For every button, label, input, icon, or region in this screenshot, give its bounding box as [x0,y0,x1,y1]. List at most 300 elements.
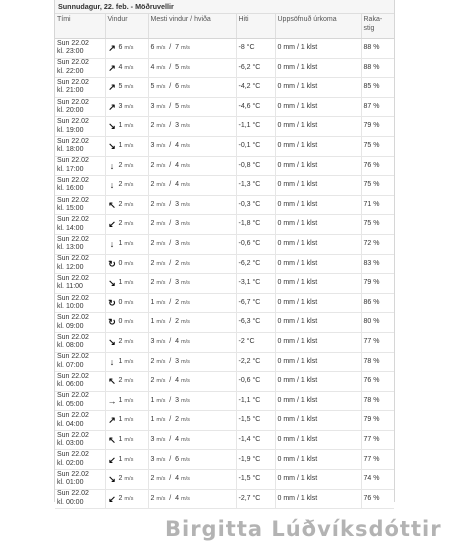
precip-cell: 0 mm / 1 klst [275,450,361,470]
max-wind-cell: 2 m/s / 4 m/s [148,489,236,509]
table-row [55,391,394,411]
max-wind-unit: m/s [156,45,166,52]
wind-cell [105,117,148,137]
gust-unit: m/s [180,280,190,287]
time-cell [55,293,105,313]
date-text: Sun 22.02 [57,78,89,86]
wind-direction-arrow-icon: ↻ [108,258,116,269]
humidity-cell: 76 % [361,372,394,392]
time-cell [55,215,105,235]
hour-text: kl. 21:00 [57,87,84,95]
wind-direction-arrow-icon: ↻ [108,297,116,308]
table-row [55,293,394,313]
gust-unit: m/s [180,182,190,189]
table-header-row [55,14,394,39]
gust-unit: m/s [180,495,190,502]
wind-speed: 2 [118,475,123,483]
gust-unit: m/s [180,358,190,365]
time-cell [55,195,105,215]
time-cell [55,313,105,333]
max-wind-cell: 2 m/s / 2 m/s [148,254,236,274]
weather-table [55,14,394,509]
wind-unit: m/s [124,436,134,443]
wind-cell [105,391,148,411]
max-wind-speed: 3 [150,337,155,345]
precip-cell: 0 mm / 1 klst [275,195,361,215]
gust-speed: 3 [175,200,180,208]
wind-cell [105,254,148,274]
precip-cell: 0 mm / 1 klst [275,39,361,59]
date-text: Sun 22.02 [57,137,89,145]
wind-cell [105,136,148,156]
hour-text: kl. 17:00 [57,165,84,173]
table-row [55,411,394,431]
humidity-cell: 71 % [361,195,394,215]
wind-cell [105,313,148,333]
max-wind-speed: 3 [150,455,155,463]
max-wind-cell: 4 m/s / 5 m/s [148,58,236,78]
wind-direction-arrow-icon: → [107,395,117,406]
humidity-cell: 78 % [361,352,394,372]
gust-speed: 5 [175,63,180,71]
gust-unit: m/s [180,221,190,228]
max-wind-speed: 2 [150,122,155,130]
date-text: Sun 22.02 [57,314,89,322]
max-wind-unit: m/s [156,143,166,150]
gust-speed: 3 [175,396,180,404]
max-wind-cell: 5 m/s / 6 m/s [148,78,236,98]
wind-cell [105,215,148,235]
hour-text: kl. 03:00 [57,440,84,448]
gust-unit: m/s [180,299,190,306]
precip-cell: 0 mm / 1 klst [275,372,361,392]
date-text: Sun 22.02 [57,59,89,67]
wind-unit: m/s [124,417,134,424]
max-wind-speed: 4 [150,63,155,71]
wind-direction-arrow-icon: ↘ [108,278,116,289]
humidity-cell: 79 % [361,411,394,431]
temp-cell: -3,1 °C [236,274,275,294]
table-row [55,156,394,176]
hour-text: kl. 02:00 [57,459,84,467]
gust-speed: 2 [175,416,180,424]
wind-unit: m/s [124,84,134,91]
max-wind-unit: m/s [156,397,166,404]
max-wind-unit: m/s [156,319,166,326]
wind-direction-arrow-icon: ↘ [108,474,116,485]
wind-speed: 4 [118,63,123,71]
hour-text: kl. 06:00 [57,381,84,389]
max-wind-cell: 1 m/s / 2 m/s [148,293,236,313]
temp-cell: -4,6 °C [236,97,275,117]
max-wind-unit: m/s [156,84,166,91]
wind-direction-arrow-icon: ↗ [108,43,116,54]
gust-speed: 3 [175,239,180,247]
max-wind-unit: m/s [156,162,166,169]
gust-unit: m/s [180,123,190,130]
wind-cell [105,39,148,59]
time-cell [55,117,105,137]
wind-speed: 6 [118,44,123,52]
max-wind-speed: 6 [150,44,155,52]
precip-cell: 0 mm / 1 klst [275,332,361,352]
wind-unit: m/s [124,495,134,502]
table-row [55,274,394,294]
max-wind-unit: m/s [156,436,166,443]
max-wind-speed: 1 [150,298,155,306]
date-text: Sun 22.02 [57,274,89,282]
temp-cell: -0,6 °C [236,234,275,254]
time-cell [55,78,105,98]
max-wind-cell: 3 m/s / 4 m/s [148,136,236,156]
date-text: Sun 22.02 [57,216,89,224]
temp-cell: -1,1 °C [236,391,275,411]
hour-text: kl. 18:00 [57,146,84,154]
wind-speed: 0 [118,318,123,326]
max-wind-cell: 2 m/s / 4 m/s [148,156,236,176]
precip-cell: 0 mm / 1 klst [275,313,361,333]
time-cell [55,176,105,196]
date-text: Sun 22.02 [57,98,89,106]
max-wind-cell: 3 m/s / 4 m/s [148,332,236,352]
wind-unit: m/s [124,260,134,267]
wind-speed: 5 [118,83,123,91]
humidity-cell: 75 % [361,215,394,235]
wind-direction-arrow-icon: ↗ [108,62,116,73]
temp-cell: -6,7 °C [236,293,275,313]
hour-text: kl. 08:00 [57,342,84,350]
wind-direction-arrow-icon: ↓ [109,160,115,171]
gust-speed: 7 [175,44,180,52]
gust-speed: 3 [175,122,180,130]
wind-unit: m/s [124,123,134,130]
date-text: Sun 22.02 [57,392,89,400]
wind-direction-arrow-icon: ↗ [108,101,116,112]
max-wind-speed: 2 [150,181,155,189]
max-wind-speed: 2 [150,161,155,169]
date-text: Sun 22.02 [57,451,89,459]
wind-cell [105,274,148,294]
gust-speed: 4 [175,377,180,385]
time-cell [55,332,105,352]
humidity-cell: 88 % [361,58,394,78]
temp-cell: -1,5 °C [236,470,275,490]
precip-cell: 0 mm / 1 klst [275,136,361,156]
wind-cell [105,352,148,372]
max-wind-unit: m/s [156,182,166,189]
wind-direction-arrow-icon: ↘ [108,141,116,152]
table-row [55,136,394,156]
wind-direction-arrow-icon: ↻ [108,317,116,328]
time-cell [55,352,105,372]
gust-unit: m/s [180,476,190,483]
max-wind-speed: 2 [150,279,155,287]
wind-direction-arrow-icon: ↖ [108,434,116,445]
gust-speed: 5 [175,102,180,110]
max-wind-cell: 2 m/s / 3 m/s [148,215,236,235]
gust-unit: m/s [180,162,190,169]
humidity-cell: 83 % [361,254,394,274]
wind-unit: m/s [124,456,134,463]
table-row [55,430,394,450]
hour-text: kl. 12:00 [57,263,84,271]
table-row [55,97,394,117]
temp-cell: -8 °C [236,39,275,59]
gust-speed: 4 [175,181,180,189]
gust-speed: 3 [175,357,180,365]
humidity-cell: 74 % [361,470,394,490]
col-header-humidity: Raka- stig [361,14,394,39]
wind-cell [105,489,148,509]
gust-unit: m/s [180,436,190,443]
gust-speed: 4 [175,494,180,502]
wind-cell [105,332,148,352]
date-text: Sun 22.02 [57,372,89,380]
wind-speed: 2 [118,161,123,169]
table-row [55,195,394,215]
temp-cell: -1,1 °C [236,117,275,137]
date-text: Sun 22.02 [57,157,89,165]
wind-unit: m/s [124,476,134,483]
col-header-wind: Vindur [105,14,148,39]
date-text: Sun 22.02 [57,490,89,498]
time-cell [55,450,105,470]
max-wind-cell: 2 m/s / 3 m/s [148,274,236,294]
time-cell [55,39,105,59]
precip-cell: 0 mm / 1 klst [275,117,361,137]
gust-unit: m/s [180,260,190,267]
wind-speed: 2 [118,337,123,345]
weather-panel [54,0,395,506]
wind-speed: 2 [118,220,123,228]
wind-direction-arrow-icon: ↗ [108,415,116,426]
temp-cell: -1,8 °C [236,215,275,235]
temp-cell: -0,1 °C [236,136,275,156]
humidity-cell: 86 % [361,293,394,313]
temp-cell: -0,8 °C [236,156,275,176]
hour-text: kl. 00:00 [57,498,84,506]
wind-unit: m/s [124,240,134,247]
wind-speed: 1 [118,239,123,247]
max-wind-unit: m/s [156,240,166,247]
temp-cell: -0,3 °C [236,195,275,215]
gust-unit: m/s [180,84,190,91]
gust-speed: 6 [175,455,180,463]
wind-cell [105,450,148,470]
max-wind-cell: 2 m/s / 3 m/s [148,234,236,254]
hour-text: kl. 04:00 [57,420,84,428]
temp-cell: -6,2 °C [236,254,275,274]
temp-cell: -0,6 °C [236,372,275,392]
wind-speed: 2 [118,377,123,385]
max-wind-unit: m/s [156,64,166,71]
wind-cell [105,156,148,176]
table-row [55,254,394,274]
wind-cell [105,58,148,78]
wind-speed: 1 [118,396,123,404]
date-text: Sun 22.02 [57,39,89,47]
max-wind-cell: 2 m/s / 3 m/s [148,117,236,137]
humidity-cell: 77 % [361,450,394,470]
max-wind-unit: m/s [156,338,166,345]
wind-unit: m/s [124,221,134,228]
temp-cell: -6,3 °C [236,313,275,333]
max-wind-cell: 6 m/s / 7 m/s [148,39,236,59]
time-cell [55,58,105,78]
watermark-signature: Birgitta Lúðvíksdóttir [165,517,442,541]
hour-text: kl. 01:00 [57,479,84,487]
gust-speed: 4 [175,337,180,345]
date-text: Sun 22.02 [57,235,89,243]
wind-cell [105,430,148,450]
precip-cell: 0 mm / 1 klst [275,78,361,98]
time-cell [55,430,105,450]
hour-text: kl. 23:00 [57,48,84,56]
hour-text: kl. 22:00 [57,67,84,75]
gust-speed: 6 [175,83,180,91]
wind-unit: m/s [124,397,134,404]
humidity-cell: 75 % [361,176,394,196]
wind-direction-arrow-icon: ↓ [109,238,115,249]
col-header-time: Tími [55,14,105,39]
table-row [55,489,394,509]
hour-text: kl. 14:00 [57,224,84,232]
max-wind-unit: m/s [156,201,166,208]
humidity-cell: 87 % [361,97,394,117]
table-row [55,234,394,254]
hour-text: kl. 07:00 [57,361,84,369]
date-text: Sun 22.02 [57,176,89,184]
max-wind-unit: m/s [156,378,166,385]
gust-speed: 3 [175,220,180,228]
table-row [55,352,394,372]
wind-speed: 1 [118,435,123,443]
table-row [55,117,394,137]
max-wind-unit: m/s [156,417,166,424]
wind-direction-arrow-icon: ↗ [108,82,116,93]
wind-cell [105,97,148,117]
time-cell [55,254,105,274]
wind-speed: 3 [118,102,123,110]
wind-speed: 2 [118,181,123,189]
max-wind-speed: 2 [150,200,155,208]
wind-cell [105,293,148,313]
wind-unit: m/s [124,162,134,169]
max-wind-speed: 2 [150,220,155,228]
gust-unit: m/s [180,45,190,52]
gust-unit: m/s [180,240,190,247]
max-wind-unit: m/s [156,456,166,463]
hour-text: kl. 09:00 [57,322,84,330]
wind-unit: m/s [124,182,134,189]
gust-speed: 4 [175,475,180,483]
humidity-cell: 72 % [361,234,394,254]
temp-cell: -1,3 °C [236,176,275,196]
table-row [55,39,394,59]
precip-cell: 0 mm / 1 klst [275,470,361,490]
gust-unit: m/s [180,378,190,385]
max-wind-speed: 3 [150,102,155,110]
max-wind-cell: 3 m/s / 4 m/s [148,430,236,450]
max-wind-cell: 2 m/s / 4 m/s [148,372,236,392]
precip-cell: 0 mm / 1 klst [275,156,361,176]
gust-unit: m/s [180,319,190,326]
date-text: Sun 22.02 [57,412,89,420]
humidity-cell: 76 % [361,156,394,176]
hour-text: kl. 15:00 [57,205,84,213]
max-wind-unit: m/s [156,260,166,267]
humidity-cell: 77 % [361,332,394,352]
table-row [55,78,394,98]
gust-speed: 4 [175,435,180,443]
max-wind-unit: m/s [156,280,166,287]
wind-unit: m/s [124,319,134,326]
max-wind-cell: 1 m/s / 2 m/s [148,313,236,333]
gust-unit: m/s [180,417,190,424]
precip-cell: 0 mm / 1 klst [275,274,361,294]
table-row [55,372,394,392]
wind-direction-arrow-icon: ↖ [108,199,116,210]
wind-speed: 1 [118,279,123,287]
gust-unit: m/s [180,397,190,404]
gust-speed: 2 [175,259,180,267]
hour-text: kl. 11:00 [57,283,83,291]
gust-unit: m/s [180,201,190,208]
humidity-cell: 88 % [361,39,394,59]
wind-unit: m/s [124,45,134,52]
table-row [55,470,394,490]
wind-cell [105,470,148,490]
max-wind-speed: 5 [150,83,155,91]
wind-speed: 1 [118,122,123,130]
humidity-cell: 79 % [361,274,394,294]
max-wind-speed: 1 [150,396,155,404]
wind-unit: m/s [124,64,134,71]
time-cell [55,411,105,431]
temp-cell: -1,9 °C [236,450,275,470]
humidity-cell: 78 % [361,391,394,411]
max-wind-speed: 1 [150,416,155,424]
wind-speed: 0 [118,298,123,306]
wind-direction-arrow-icon: ↙ [108,454,116,465]
table-row [55,313,394,333]
hour-text: kl. 05:00 [57,400,84,408]
temp-cell: -4,2 °C [236,78,275,98]
temp-cell: -1,4 °C [236,430,275,450]
hour-text: kl. 16:00 [57,185,84,193]
hour-text: kl. 19:00 [57,126,84,134]
date-text: Sun 22.02 [57,118,89,126]
precip-cell: 0 mm / 1 klst [275,234,361,254]
humidity-cell: 85 % [361,78,394,98]
temp-cell: -2 °C [236,332,275,352]
wind-cell [105,78,148,98]
wind-unit: m/s [124,201,134,208]
gust-unit: m/s [180,103,190,110]
wind-direction-arrow-icon: ↓ [109,356,115,367]
humidity-cell: 80 % [361,313,394,333]
max-wind-unit: m/s [156,358,166,365]
table-row [55,176,394,196]
wind-speed: 2 [118,494,123,502]
wind-cell [105,372,148,392]
date-text: Sun 22.02 [57,196,89,204]
wind-direction-arrow-icon: ↓ [109,180,115,191]
time-cell [55,489,105,509]
time-cell [55,372,105,392]
gust-speed: 3 [175,279,180,287]
wind-direction-arrow-icon: ↙ [108,493,116,504]
